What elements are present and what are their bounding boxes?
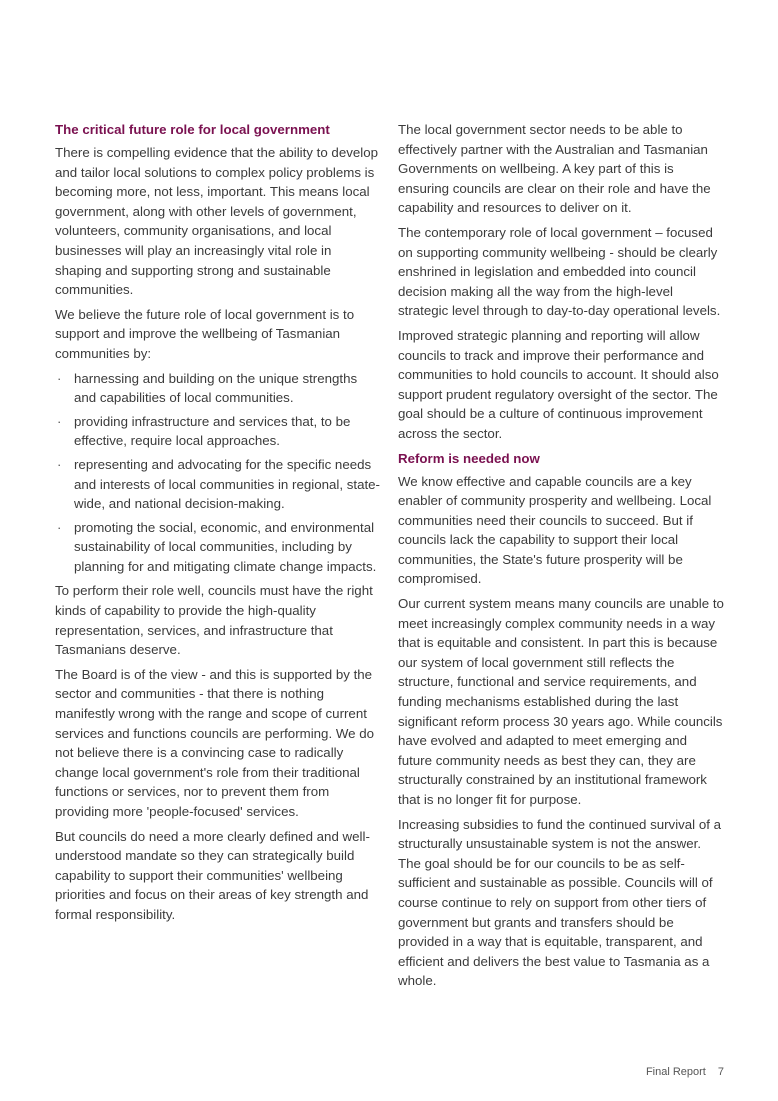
page-number: 7	[717, 1066, 724, 1078]
list-item	[55, 412, 381, 451]
footer-label: Final Report	[645, 1066, 706, 1078]
bullet-marker: ·	[57, 519, 62, 535]
paragraph: Increasing subsidies to fund the continued survival of a structurally unsustainable system is not the answer. The goal should be for our councils to be as self-sufficient and sustainable as possible. Councils will of course continue to rely on support from other tiers of government but grants and transfers should be provided in a way that is equitable, transparent, and efficient and delivers the best value to Tasmania as a whole.	[398, 816, 722, 989]
paragraph: To perform their role well, councils must have the right kinds of capability to provide the high-quality representation, services, and infrastructure that Tasmanians deserve.	[55, 583, 373, 658]
paragraph: The contemporary role of local government – focused on supporting community wellbeing - should be clearly enshrined in legislation and embedded into council decision making all the way from the high-level strategic level through to day-to-day operational levels.	[398, 224, 721, 319]
paragraph: We believe the future role of local government is to support and improve the wellbeing of Tasmanian communities by:	[55, 306, 355, 361]
left-column	[55, 120, 381, 930]
list-item	[55, 369, 381, 408]
page-footer	[646, 1066, 724, 1078]
paragraph: We know effective and capable councils are a key enabler of community prosperity and wellbeing. Local communities need their councils to succeed. But if councils lack the capability to support their local communities, the State's future prosperity will be compromised.	[398, 473, 712, 587]
section-heading-reform: Reform is needed now	[398, 450, 540, 466]
bullet-marker: ·	[57, 370, 62, 386]
list-item-text: promoting the social, economic, and environmental sustainability of local communities, including by planning for and mitigating climate change impacts.	[74, 519, 377, 574]
bullet-marker: ·	[57, 456, 62, 472]
bullet-marker: ·	[57, 413, 62, 429]
paragraph: The local government sector needs to be able to effectively partner with the Australian and Tasmanian Governments on wellbeing. A key part of this is ensuring councils are clear on their role and have the capability and resources to deliver on it.	[398, 122, 711, 216]
paragraph: The Board is of the view - and this is supported by the sector and communities - that there is nothing manifestly wrong with the range and scope of current services and functions councils are performing. We do not believe there is a convincing case to radically change local government's role from their traditional functions or services, nor to prevent them from providing more 'people-focused' services.	[55, 666, 375, 819]
paragraph: There is compelling evidence that the ability to develop and tailor local solutions to complex policy problems is becoming more, not less, important. This means local government, along with other levels of government, volunteers, community organisations, and local businesses will play an increasingly vital role in shaping and supporting strong and sustainable communities.	[55, 145, 379, 298]
right-column	[398, 120, 724, 996]
paragraph: But councils do need a more clearly defined and well-understood mandate so they can strategically build capability to support their communities' wellbeing priorities and focus on their areas of key strength and formal responsibility.	[55, 828, 370, 922]
section-heading-future-role: The critical future role for local government	[55, 122, 330, 137]
list-item	[55, 518, 381, 577]
role-bullet-list	[55, 369, 381, 577]
list-item-text: harnessing and building on the unique strengths and capabilities of local communities.	[74, 370, 358, 406]
list-item	[55, 455, 381, 514]
paragraph: Improved strategic planning and reporting will allow councils to track and improve their performance and communities to hold councils to account. It should also support prudent regulatory oversight of the sector. The goal should be a culture of continuous improvement across the sector.	[398, 327, 719, 441]
list-item-text: representing and advocating for the specific needs and interests of local communities in regional, state-wide, and national decision-making.	[74, 456, 380, 512]
list-item-text: providing infrastructure and services that, to be effective, require local approaches.	[74, 413, 351, 449]
paragraph: Our current system means many councils are unable to meet increasingly complex community needs in a way that is equitable and consistent. In part this is because our system of local government still reflects the structure, functional and service requirements, and funding mechanisms established during the last significant reform process 30 years ago. While councils have evolved and adapted to meet emerging and future community needs as best they can, they are structurally constrained by an institutional framework that is no longer fit for purpose.	[398, 596, 724, 807]
